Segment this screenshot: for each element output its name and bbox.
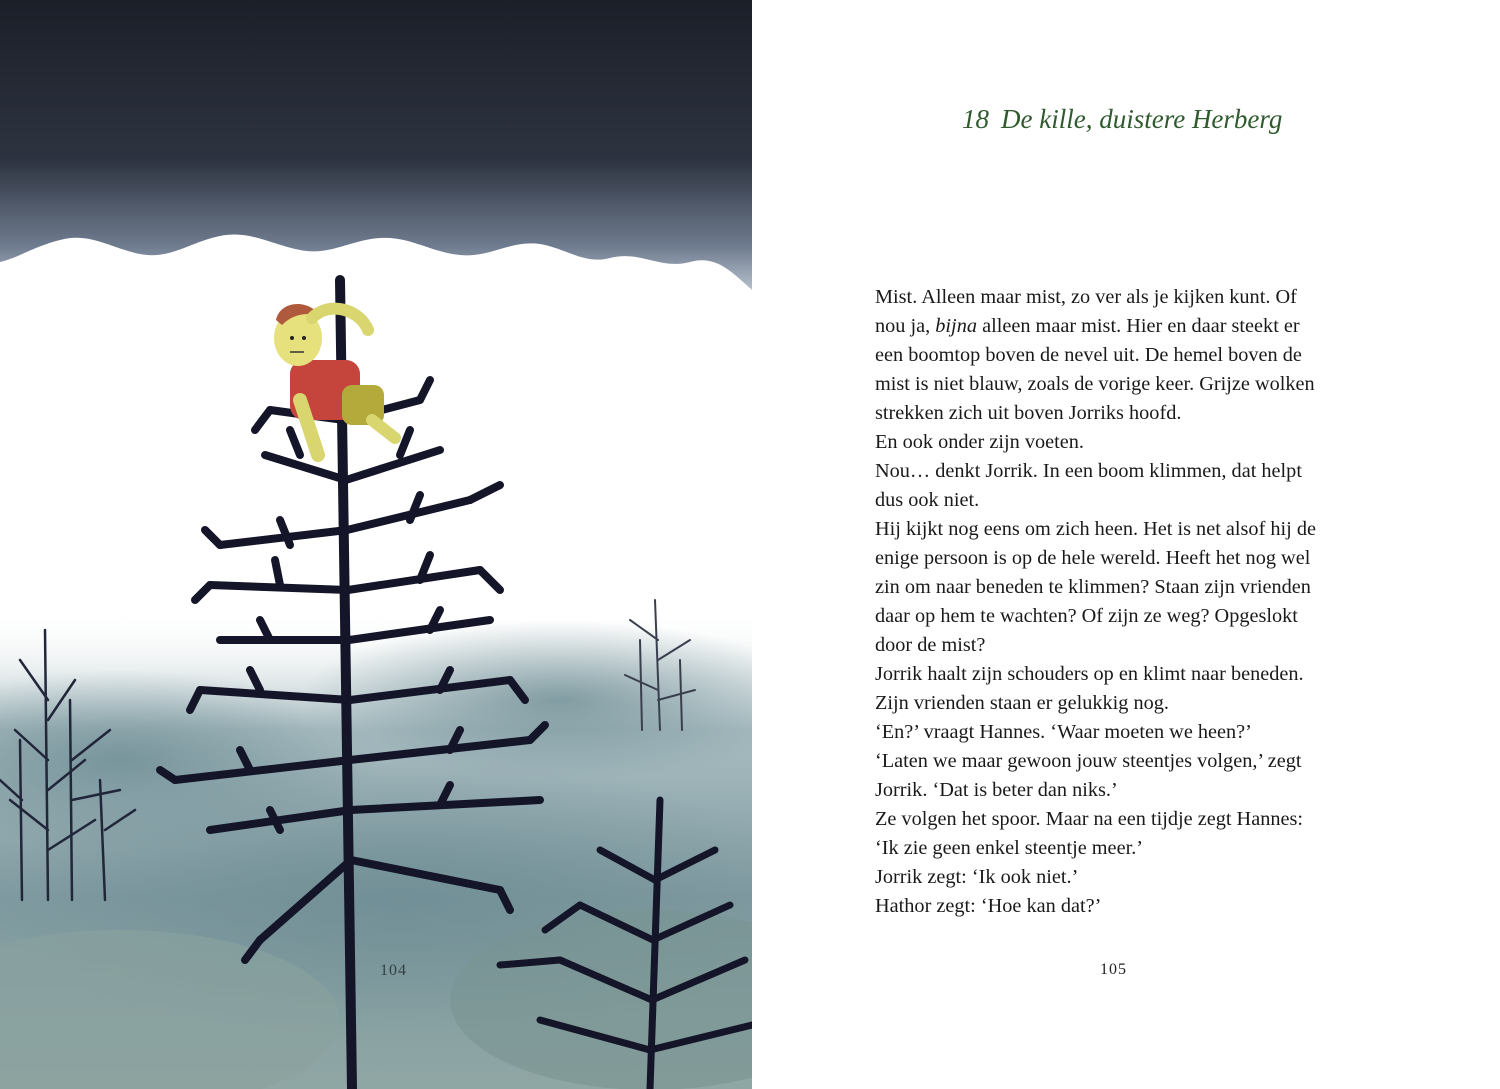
text-line: Zijn vrienden staan er gelukkig nog. [875, 692, 1169, 714]
text-line: mist is niet blauw, zoals de vorige keer. Grijze wolken [875, 373, 1315, 395]
text-line: Jorrik haalt zijn schouders op en klimt naar beneden. [875, 663, 1304, 685]
text-line: daar op hem te wachten? Of zijn ze weg? Opgeslokt [875, 605, 1298, 627]
emphasis-word: bijna [935, 315, 977, 337]
text-line: zin om naar beneden te klimmen? Staan zijn vrienden [875, 576, 1311, 598]
text-line-prefix: nou ja, [875, 315, 936, 337]
chapter-number: 18 [962, 104, 989, 134]
text-line: Hathor zegt: ‘Hoe kan dat?’ [875, 895, 1102, 917]
right-page [752, 0, 1500, 1089]
text-line: enige persoon is op de hele wereld. Heeft het nog wel [875, 547, 1311, 569]
text-line: Nou… denkt Jorrik. In een boom klimmen, dat helpt [875, 460, 1302, 482]
text-line: Mist. Alleen maar mist, zo ver als je kijken kunt. Of [875, 286, 1297, 308]
text-line: dus ook niet. [875, 489, 980, 511]
text-line-rest: alleen maar mist. Hier en daar steekt er [982, 315, 1300, 337]
text-line: een boomtop boven de nevel uit. De hemel boven de [875, 344, 1302, 366]
page-number-right: 105 [1100, 961, 1127, 978]
storm-cloud [0, 0, 752, 290]
text-line: door de mist? [875, 634, 986, 656]
text-line: Ze volgen het spoor. Maar na een tijdje zegt Hannes: [875, 808, 1304, 830]
chapter-title: De kille, duistere Herberg [1001, 104, 1283, 134]
text-line [875, 312, 1435, 341]
chapter-heading [962, 104, 1282, 135]
text-line: ‘En?’ vraagt Hannes. ‘Waar moeten we heen?’ [875, 721, 1252, 743]
text-line: Hij kijkt nog eens om zich heen. Het is net alsof hij de [875, 518, 1317, 540]
body-text [875, 283, 1435, 921]
text-line: En ook onder zijn voeten. [875, 431, 1084, 453]
text-line: Jorrik zegt: ‘Ik ook niet.’ [875, 866, 1079, 888]
text-line: ‘Laten we maar gewoon jouw steentjes volgen,’ zegt [875, 750, 1302, 772]
text-line: strekken zich uit boven Jorriks hoofd. [875, 402, 1182, 424]
text-line: ‘Ik zie geen enkel steentje meer.’ [875, 837, 1144, 859]
text-line: Jorrik. ‘Dat is beter dan niks.’ [875, 779, 1118, 801]
page-number-left: 104 [380, 962, 407, 979]
